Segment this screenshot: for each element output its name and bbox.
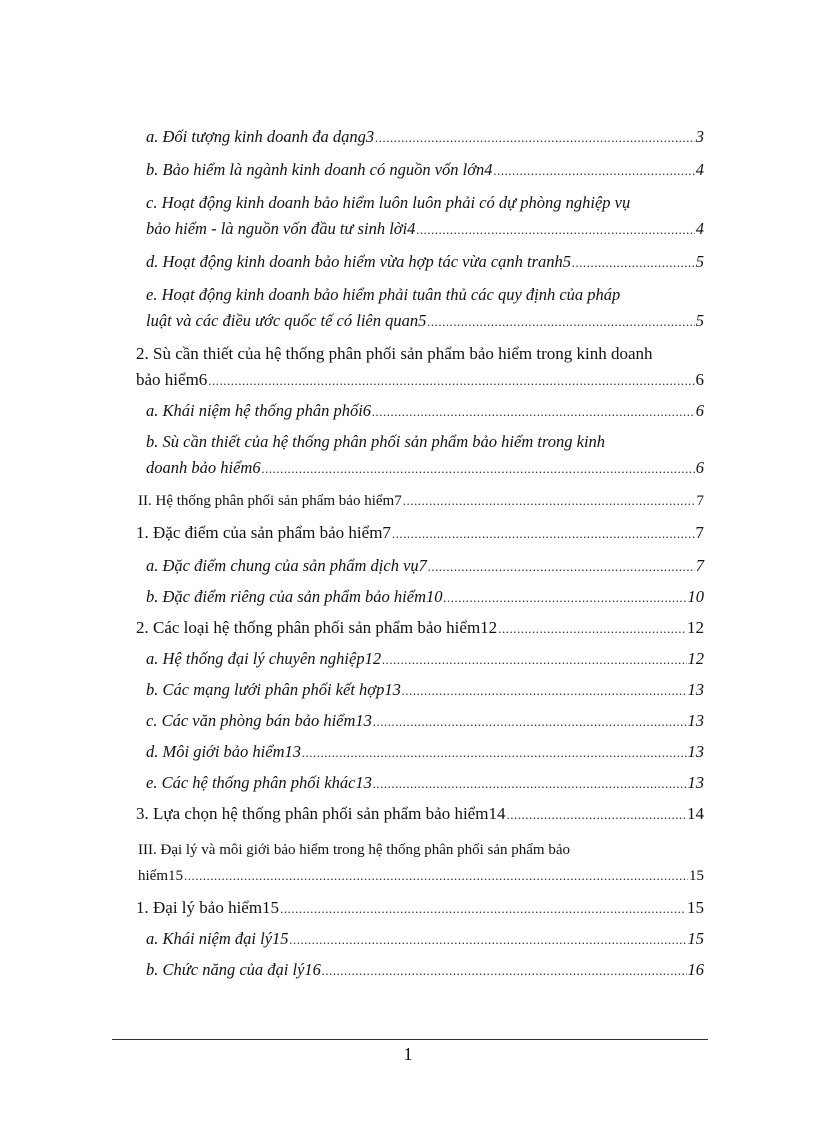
dot-leader	[444, 585, 687, 611]
dot-leader	[382, 647, 686, 673]
toc-entry[interactable]: 2. Các loại hệ thống phân phối sản phẩm bảo hiểm12 ..... 12	[0, 615, 816, 642]
toc-entry[interactable]: e. Các hệ thống phân phối khác13 ..... 13	[0, 770, 816, 797]
toc-entry[interactable]: e. Hoạt động kinh doanh bảo hiểm phải tuân thủ các quy định của pháp luật và các điều ước quốc tế có liên quan5 ..... 5	[0, 282, 816, 335]
dot-leader	[403, 488, 696, 514]
toc-entry[interactable]: a. Đối tượng kinh doanh đa dạng3 ..... 3	[0, 124, 816, 151]
dot-leader	[372, 399, 695, 425]
toc-entry[interactable]: b. Chức năng của đại lý16 ..... 16	[0, 957, 816, 984]
toc-entry[interactable]: b. Đặc điểm riêng của sản phẩm bảo hiểm10 ..... 10	[0, 584, 816, 611]
toc-entry[interactable]: 2. Sù cần thiết của hệ thống phân phối sản phẩm bảo hiểm trong kinh doanh bảo hiểm6 ..... 6	[0, 341, 816, 394]
table-of-contents	[0, 124, 816, 984]
dot-leader	[322, 958, 687, 984]
dot-leader	[302, 740, 686, 766]
dot-leader	[280, 896, 686, 922]
dot-leader	[494, 158, 695, 184]
dot-leader	[184, 863, 688, 889]
toc-entry[interactable]: b. Bảo hiểm là ngành kinh doanh có nguồn vốn lớn4 ..... 4	[0, 157, 816, 184]
toc-entry[interactable]: d. Hoạt động kinh doanh bảo hiểm vừa hợp tác vừa cạnh tranh5 ..... 5	[0, 249, 816, 276]
dot-leader	[402, 678, 687, 704]
toc-entry[interactable]: 1. Đại lý bảo hiểm15 ..... 15	[0, 895, 816, 922]
toc-entry[interactable]: 1. Đặc điểm của sản phẩm bảo hiểm7 ..... 7	[0, 520, 816, 547]
toc-entry[interactable]: b. Sù cần thiết của hệ thống phân phối sản phẩm bảo hiểm trong kinh doanh bảo hiểm6 ..... 6	[0, 429, 816, 482]
toc-entry[interactable]: a. Khái niệm hệ thống phân phối6 ..... 6	[0, 398, 816, 425]
dot-leader	[572, 250, 695, 276]
dot-leader	[373, 771, 687, 797]
dot-leader	[373, 709, 687, 735]
toc-entry[interactable]: III. Đại lý và môi giới bảo hiểm trong hệ thống phân phối sản phẩm bảo hiểm15 ..... 15	[0, 837, 816, 889]
toc-entry[interactable]: d. Môi giới bảo hiểm13 ..... 13	[0, 739, 816, 766]
dot-leader	[208, 368, 694, 394]
dot-leader	[428, 554, 695, 580]
dot-leader	[416, 217, 694, 243]
dot-leader	[262, 456, 695, 482]
dot-leader	[290, 927, 687, 953]
toc-entry[interactable]: 3. Lựa chọn hệ thống phân phối sản phẩm bảo hiểm14 ..... 14	[0, 801, 816, 828]
toc-entry[interactable]: c. Hoạt động kinh doanh bảo hiểm luôn luôn phải có dự phòng nghiệp vụ bảo hiểm - là nguồn vốn đầu tư sinh lời4 ..... 4	[0, 190, 816, 243]
toc-entry[interactable]: c. Các văn phòng bán bảo hiểm13 ..... 13	[0, 708, 816, 735]
toc-entry[interactable]: II. Hệ thống phân phối sản phẩm bảo hiểm7 ..... 7	[0, 488, 816, 514]
toc-entry[interactable]: a. Khái niệm đại lý15 ..... 15	[0, 926, 816, 953]
toc-entry[interactable]: a. Đặc điểm chung của sản phẩm dịch vụ7 ..... 7	[0, 553, 816, 580]
dot-leader	[498, 616, 686, 642]
dot-leader	[375, 125, 695, 151]
page-number: 1	[403, 1044, 413, 1064]
toc-entry[interactable]: b. Các mạng lưới phân phối kết hợp13 ..... 13	[0, 677, 816, 704]
toc-entry[interactable]: a. Hệ thống đại lý chuyên nghiệp12 ..... 12	[0, 646, 816, 673]
footer-divider	[112, 1039, 708, 1040]
dot-leader	[392, 521, 695, 547]
dot-leader	[427, 309, 694, 335]
dot-leader	[506, 802, 686, 828]
